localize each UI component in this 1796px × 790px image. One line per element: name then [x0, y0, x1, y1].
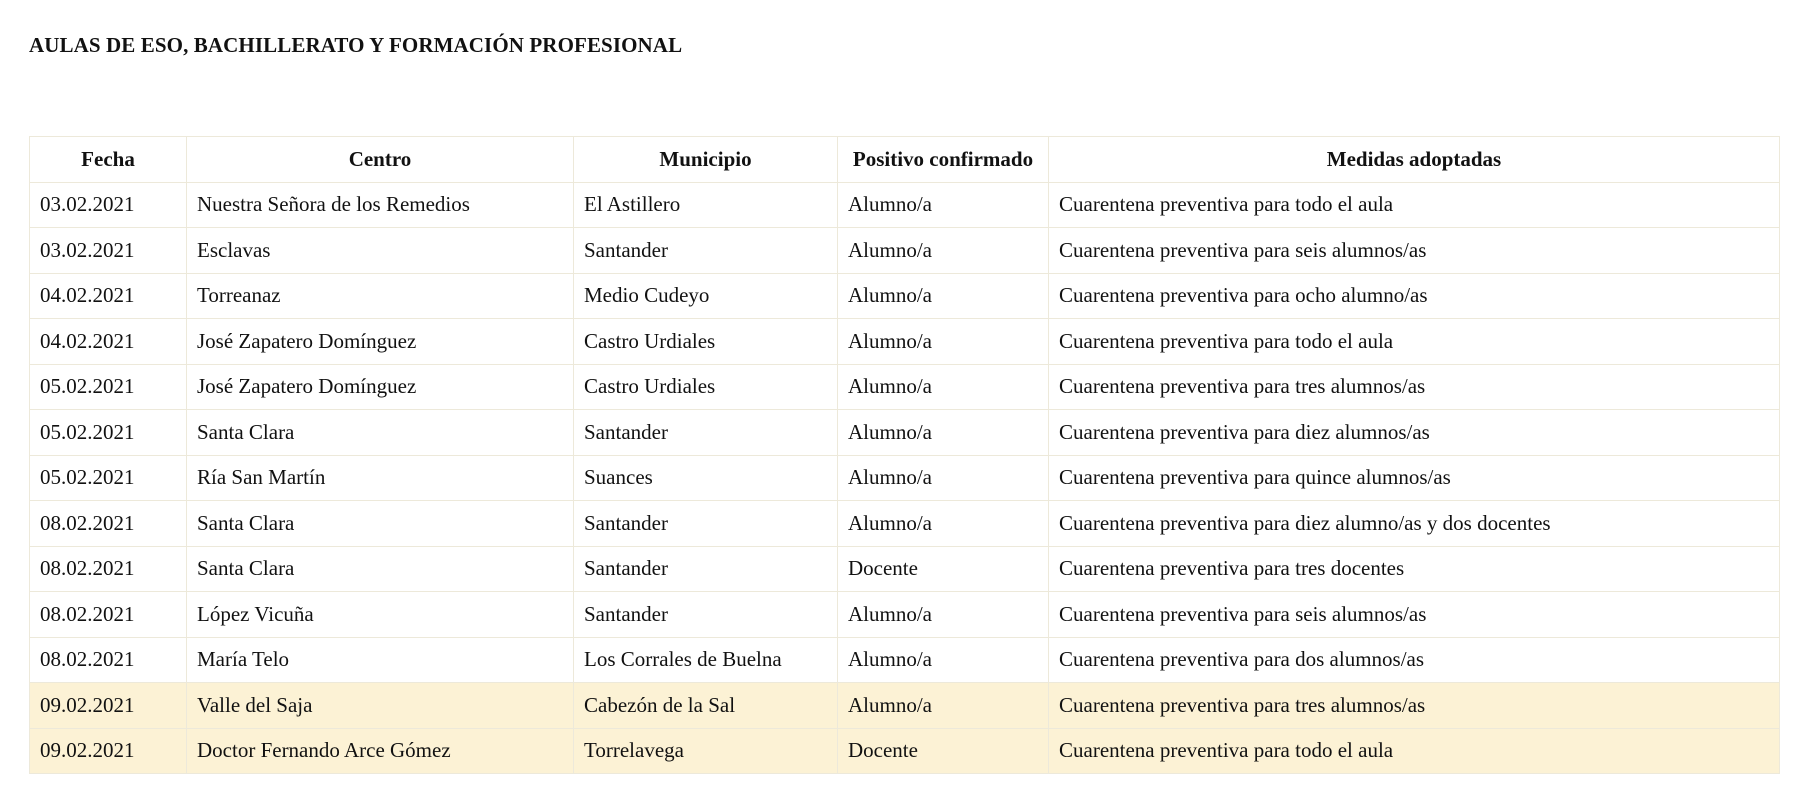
cell-positivo: Alumno/a: [838, 319, 1049, 365]
cell-municipio: Santander: [574, 501, 838, 547]
table-body: [30, 182, 1780, 774]
cell-positivo: Alumno/a: [838, 455, 1049, 501]
cell-municipio: Castro Urdiales: [574, 319, 838, 365]
table-row: [30, 410, 1780, 456]
cell-fecha: 08.02.2021: [30, 546, 187, 592]
table-row: [30, 273, 1780, 319]
table-row: [30, 637, 1780, 683]
cell-municipio: Torrelavega: [574, 728, 838, 774]
cell-fecha: 09.02.2021: [30, 683, 187, 729]
cell-fecha: 04.02.2021: [30, 273, 187, 319]
cell-medidas: Cuarentena preventiva para dos alumnos/as: [1049, 637, 1780, 683]
cell-municipio: Santander: [574, 546, 838, 592]
cell-fecha: 05.02.2021: [30, 410, 187, 456]
cell-positivo: Docente: [838, 728, 1049, 774]
table-header-row: [30, 137, 1780, 183]
table-row: [30, 683, 1780, 729]
cell-centro: Nuestra Señora de los Remedios: [187, 182, 574, 228]
cell-municipio: Los Corrales de Buelna: [574, 637, 838, 683]
cell-fecha: 08.02.2021: [30, 501, 187, 547]
cell-positivo: Alumno/a: [838, 364, 1049, 410]
cell-centro: Doctor Fernando Arce Gómez: [187, 728, 574, 774]
cell-centro: Esclavas: [187, 228, 574, 274]
table-row: [30, 319, 1780, 365]
table-row: [30, 364, 1780, 410]
cell-fecha: 03.02.2021: [30, 228, 187, 274]
cell-municipio: Santander: [574, 592, 838, 638]
cell-municipio: Medio Cudeyo: [574, 273, 838, 319]
table-row: [30, 592, 1780, 638]
cell-positivo: Alumno/a: [838, 410, 1049, 456]
cases-table: [29, 136, 1780, 774]
cell-centro: Valle del Saja: [187, 683, 574, 729]
cell-positivo: Alumno/a: [838, 592, 1049, 638]
cell-municipio: Castro Urdiales: [574, 364, 838, 410]
table-row: [30, 501, 1780, 547]
cell-medidas: Cuarentena preventiva para ocho alumno/as: [1049, 273, 1780, 319]
column-header-municipio: Municipio: [574, 137, 838, 183]
cell-centro: María Telo: [187, 637, 574, 683]
cell-positivo: Alumno/a: [838, 182, 1049, 228]
cell-municipio: Suances: [574, 455, 838, 501]
cell-fecha: 09.02.2021: [30, 728, 187, 774]
page-title: AULAS DE ESO, BACHILLERATO Y FORMACIÓN PROFESIONAL: [29, 33, 683, 57]
cell-medidas: Cuarentena preventiva para diez alumno/as y dos docentes: [1049, 501, 1780, 547]
cell-positivo: Docente: [838, 546, 1049, 592]
cell-centro: Santa Clara: [187, 410, 574, 456]
cell-fecha: 04.02.2021: [30, 319, 187, 365]
column-header-fecha: Fecha: [30, 137, 187, 183]
cell-medidas: Cuarentena preventiva para tres alumnos/as: [1049, 364, 1780, 410]
cell-medidas: Cuarentena preventiva para todo el aula: [1049, 319, 1780, 365]
cell-fecha: 08.02.2021: [30, 592, 187, 638]
cell-centro: Santa Clara: [187, 546, 574, 592]
cell-fecha: 03.02.2021: [30, 182, 187, 228]
cell-positivo: Alumno/a: [838, 501, 1049, 547]
cell-positivo: Alumno/a: [838, 683, 1049, 729]
cell-municipio: Santander: [574, 228, 838, 274]
cell-municipio: El Astillero: [574, 182, 838, 228]
cell-fecha: 05.02.2021: [30, 364, 187, 410]
cell-positivo: Alumno/a: [838, 228, 1049, 274]
cell-centro: López Vicuña: [187, 592, 574, 638]
column-header-centro: Centro: [187, 137, 574, 183]
cell-municipio: Cabezón de la Sal: [574, 683, 838, 729]
cell-centro: Ría San Martín: [187, 455, 574, 501]
cell-medidas: Cuarentena preventiva para tres alumnos/as: [1049, 683, 1780, 729]
cell-centro: Santa Clara: [187, 501, 574, 547]
cell-medidas: Cuarentena preventiva para todo el aula: [1049, 182, 1780, 228]
cell-municipio: Santander: [574, 410, 838, 456]
cell-medidas: Cuarentena preventiva para diez alumnos/as: [1049, 410, 1780, 456]
cell-positivo: Alumno/a: [838, 273, 1049, 319]
table-row: [30, 228, 1780, 274]
cell-medidas: Cuarentena preventiva para quince alumnos/as: [1049, 455, 1780, 501]
cell-positivo: Alumno/a: [838, 637, 1049, 683]
cell-medidas: Cuarentena preventiva para seis alumnos/as: [1049, 592, 1780, 638]
table-row: [30, 455, 1780, 501]
table-row: [30, 182, 1780, 228]
cell-fecha: 05.02.2021: [30, 455, 187, 501]
cell-centro: José Zapatero Domínguez: [187, 364, 574, 410]
cell-medidas: Cuarentena preventiva para tres docentes: [1049, 546, 1780, 592]
column-header-medidas: Medidas adoptadas: [1049, 137, 1780, 183]
cell-centro: Torreanaz: [187, 273, 574, 319]
column-header-positivo: Positivo confirmado: [838, 137, 1049, 183]
cell-medidas: Cuarentena preventiva para todo el aula: [1049, 728, 1780, 774]
cell-centro: José Zapatero Domínguez: [187, 319, 574, 365]
table-row: [30, 728, 1780, 774]
table-row: [30, 546, 1780, 592]
cell-fecha: 08.02.2021: [30, 637, 187, 683]
cell-medidas: Cuarentena preventiva para seis alumnos/as: [1049, 228, 1780, 274]
